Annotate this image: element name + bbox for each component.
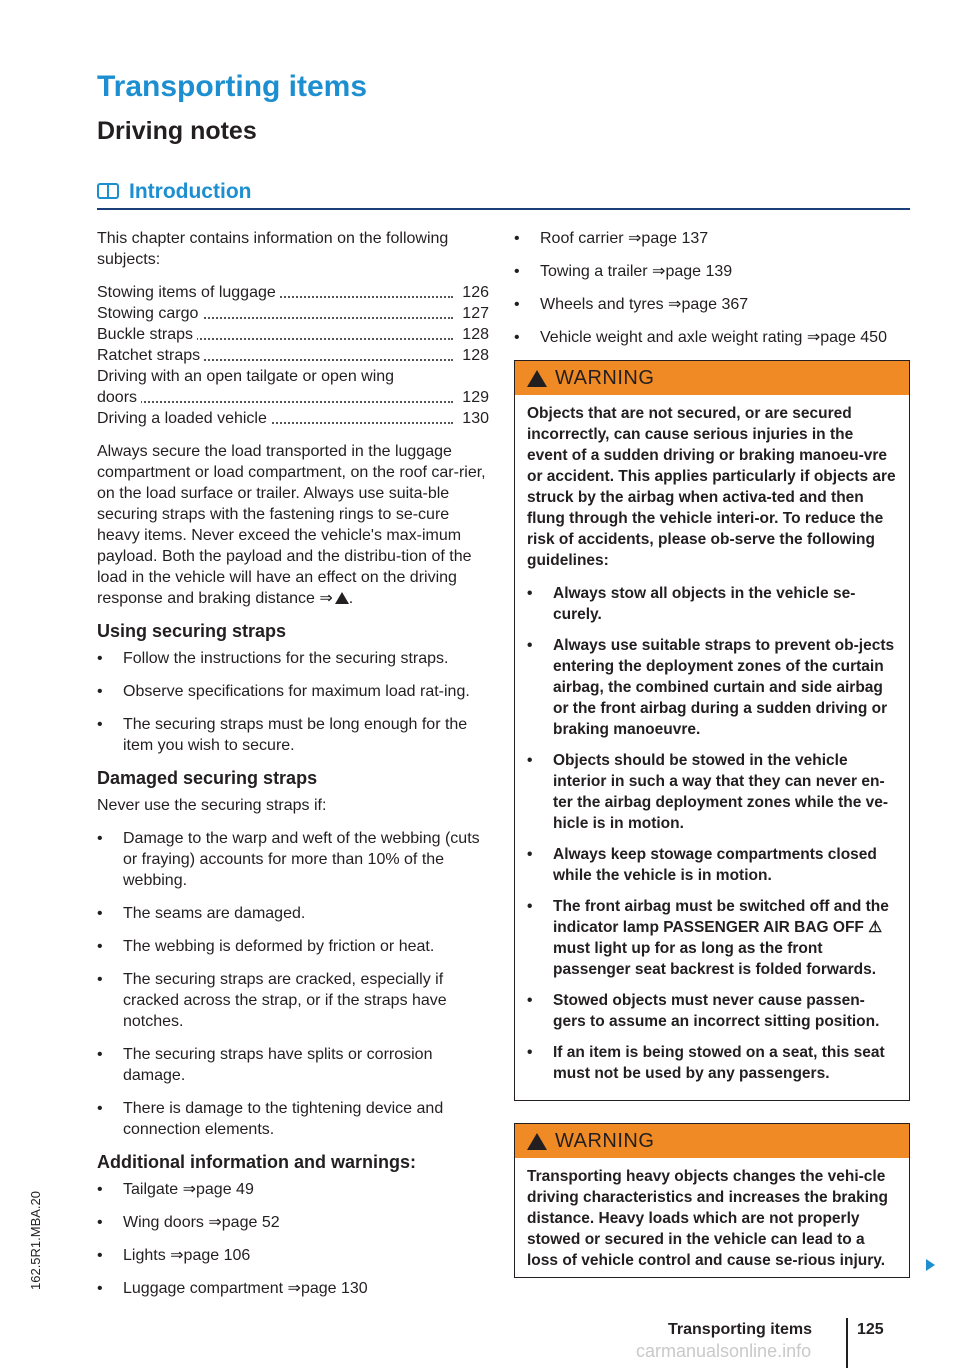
warning-item: • Always use suitable straps to prevent ob-jects entering the deployment zones of the curtain airbag, the combined curtain and side airbag or the front airbag during a sudden driving or braking manoeuvre. [527, 635, 897, 740]
toc-page: 128 [462, 326, 489, 343]
right-column [514, 228, 910, 1300]
page-link-item[interactable]: • Wheels and tyres ⇒page 367 [514, 294, 910, 315]
page-link-item[interactable]: • Lights ⇒page 106 [97, 1245, 489, 1266]
toc-item[interactable]: Driving a loaded vehicle 130 [97, 410, 489, 427]
warning-triangle-icon [527, 370, 547, 387]
warning-label: WARNING [555, 366, 655, 389]
warning-box-2 [514, 1123, 910, 1278]
damaged-straps-title: Damaged securing straps [97, 768, 318, 788]
warning-body [515, 395, 909, 1100]
warning-header [515, 361, 909, 395]
warning-label: WARNING [555, 1129, 655, 1152]
warning-header [515, 1124, 909, 1158]
toc-item[interactable]: Ratchet straps 128 [97, 347, 489, 364]
list-item: • Follow the instructions for the securing straps. [97, 648, 489, 669]
page-link-item[interactable]: • Tailgate ⇒page 49 [97, 1179, 489, 1200]
toc-item[interactable]: Driving with an open tailgate or open wing doors 129 [97, 368, 489, 406]
page-link-item[interactable]: • Roof carrier ⇒page 137 [514, 228, 910, 249]
document-code-wrap [28, 1190, 127, 1305]
warning-intro: Objects that are not secured, or are secured incorrectly, can cause serious injuries in the event of a sudden driving or braking manoeu-vre or accident. This applies particularly if objects are struck by the airbag when activa-ted and then flung through the vehicle interi-or. To reduce the risk of accidents, please ob-serve the following guidelines: [527, 405, 896, 569]
document-code: 162.5R1.MBA.20 [28, 1190, 43, 1290]
toc-item[interactable]: Stowing items of luggage 126 [97, 284, 489, 301]
page-link-item[interactable]: • Wing doors ⇒page 52 [97, 1212, 489, 1233]
toc-item[interactable]: Stowing cargo 127 [97, 305, 489, 322]
toc-page: 130 [462, 410, 489, 427]
toc-item[interactable]: Buckle straps 128 [97, 326, 489, 343]
warning-triangle-icon [527, 1133, 547, 1150]
warning-item: • Objects should be stowed in the vehicle interior in such a way that they can never en-ter the airbag deployment zones while the ve-hicle is in motion. [527, 750, 897, 834]
section-heading [97, 180, 251, 204]
additional-info-title: Additional information and warnings: [97, 1152, 416, 1172]
page-number: 125 [857, 1321, 884, 1338]
section-divider [97, 208, 910, 210]
warning-item: • If an item is being stowed on a seat, this seat must not be used by any passengers. [527, 1042, 897, 1084]
warning-ref-icon[interactable] [335, 592, 349, 604]
using-straps-title: Using securing straps [97, 621, 287, 641]
toc-page: 127 [462, 305, 489, 322]
body-paragraph: Always secure the load transported in the luggage compartment or load compartment, on the roof car-rier, on the load surface or trailer. Always use suita-ble securing straps with the fastening rings to se-cure heavy items. Never exceed the vehicle's max-imum payload. Both the payload and the distribu-tion of the load in the vehicle will have an effect on the driving response and braking distance ⇒ . [97, 443, 486, 607]
warning-item: • The front airbag must be switched off and the indicator lamp PASSENGER AIR BAG OFF ⚠ must light up for as long as the front passenger seat backrest is folded forwards. [527, 896, 897, 980]
page-link-item[interactable]: • Vehicle weight and axle weight rating ⇒page 450 [514, 327, 910, 348]
watermark: carmanualsonline.info [636, 1341, 812, 1361]
warning-text: Transporting heavy objects changes the vehi-cle driving characteristics and increases the braking distance. Heavy loads which are not properly stowed or secured in the vehicle can lead to a loss of vehicle control and cause se-rious injury. [527, 1168, 888, 1269]
topic-list [97, 282, 489, 429]
toc-page: 128 [462, 347, 489, 364]
page-heading: Transporting items [97, 70, 368, 103]
footer-chapter: Transporting items [668, 1321, 813, 1338]
intro-text: This chapter contains information on the following subjects: [97, 230, 449, 268]
warning-box [514, 360, 910, 1101]
list-item: • The seams are damaged. [97, 903, 489, 924]
list-item: • The securing straps are cracked, especially if cracked across the strap, or if the straps have notches. [97, 969, 489, 1032]
warning-item: • Always stow all objects in the vehicle se-curely. [527, 583, 897, 625]
page-link-item[interactable]: • Towing a trailer ⇒page 139 [514, 261, 910, 282]
list-item: • Observe specifications for maximum load rat-ing. [97, 681, 489, 702]
section-title: Introduction [129, 180, 252, 203]
list-item: • Damage to the warp and weft of the webbing (cuts or fraying) accounts for more than 10% of the webbing. [97, 828, 489, 891]
warning-item: • Always keep stowage compartments closed while the vehicle is in motion. [527, 844, 897, 886]
book-icon [97, 183, 119, 199]
warning-item: • Stowed objects must never cause passen-gers to assume an incorrect sitting position. [527, 990, 897, 1032]
list-item: • The webbing is deformed by friction or heat. [97, 936, 489, 957]
page-subheading: Driving notes [97, 117, 257, 145]
warning-body [515, 1158, 909, 1277]
list-item: • There is damage to the tightening device and connection elements. [97, 1098, 489, 1140]
list-item: • The securing straps have splits or corrosion damage. [97, 1044, 489, 1086]
footer-divider [846, 1318, 848, 1368]
toc-page: 126 [462, 284, 489, 301]
left-column [97, 228, 489, 1311]
page-link-item[interactable]: • Luggage compartment ⇒page 130 [97, 1278, 489, 1299]
damaged-straps-intro: Never use the securing straps if: [97, 797, 327, 814]
continued-arrow-icon [926, 1259, 935, 1271]
toc-page: 129 [462, 389, 489, 406]
list-item: • The securing straps must be long enough for the item you wish to secure. [97, 714, 489, 756]
